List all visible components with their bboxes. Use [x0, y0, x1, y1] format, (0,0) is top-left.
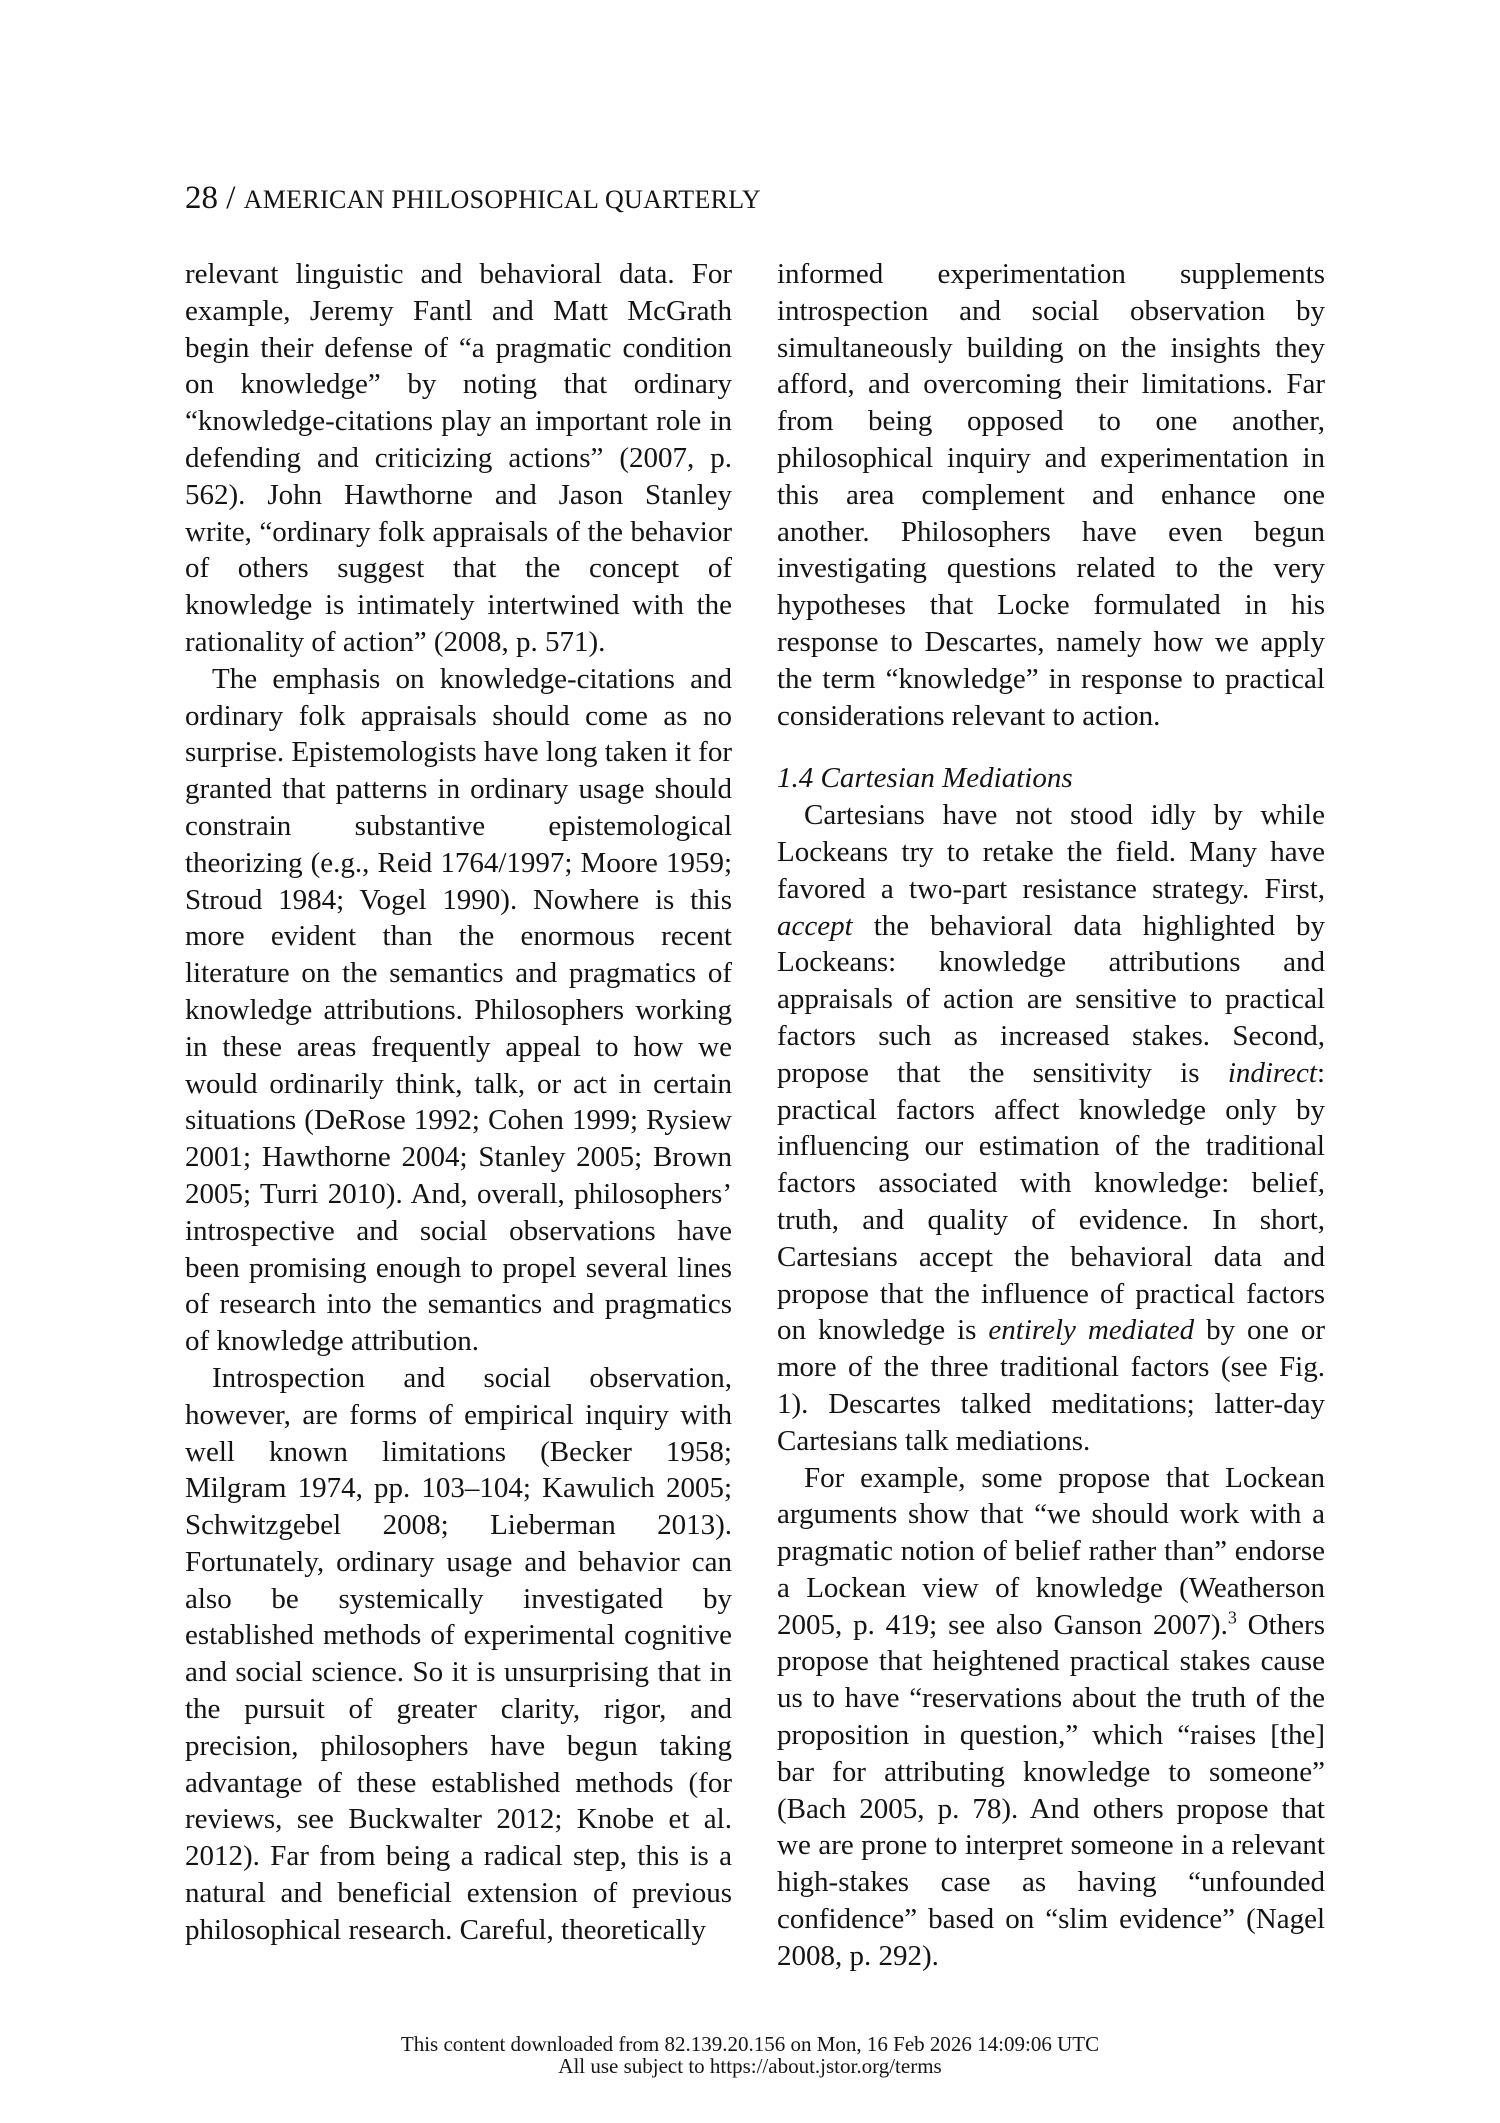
- left-column: [185, 256, 732, 1949]
- running-head: [185, 178, 761, 220]
- emphasis-entirely-mediated: entirely mediated: [988, 1314, 1195, 1347]
- emphasis-accept: accept: [777, 909, 853, 942]
- text-segment: by one or more of the three traditional factors (see Fig. 1). Descartes talked meditations; latter-day Cartesians talk mediations.: [777, 1314, 1326, 1457]
- paragraph-introspection: Introspection and social observation, however, are forms of empirical inquiry with well known limitations (Becker 1958; Milgram 1974, pp. 103–104; Kawulich 2005; Schwitzgebel 2008; Lieberman 2013). Fortunately, ordinary usage and behavior can also be systemically investigated by established methods of experimental cognitive and social science. So it is unsurprising that in the pursuit of greater clarity, rigor, and precision, philosophers have begun taking advantage of these established methods (for reviews, see Buckwalter 2012; Knobe et al. 2012). Far from being a radical step, this is a natural and beneficial extension of previous philosophical research. Careful, theoretically: [185, 1361, 732, 1946]
- paragraph-knowledge-citations: The emphasis on knowledge-citations and ordinary folk appraisals should come as no surprise. Epistemologists have long taken it for granted that patterns in ordinary usage should constrain substantive epistemological theorizing (e.g., Reid 1764/1997; Moore 1959; Stroud 1984; Vogel 1990). Nowhere is this more evident than the enormous recent literature on the semantics and pragmatics of knowledge attributions. Philosophers working in these areas frequently appeal to how we would ordinarily think, talk, or act in certain situations (DeRose 1992; Cohen 1999; Rysiew 2001; Hawthorne 2004; Stanley 2005; Brown 2005; Turri 2010). And, overall, philosophers’ introspective and social observations have been promising enough to propel several lines of research into the semantics and pragmatics of knowledge attribution.: [185, 662, 732, 1358]
- paragraph-cartesian-strategy: [777, 797, 1325, 1459]
- emphasis-indirect: indirect: [1227, 1056, 1317, 1089]
- terms-notice-line[interactable]: All use subject to https://about.jstor.org/terms: [558, 2054, 942, 2078]
- text-segment: : practical factors affect knowledge only by influencing our estimation of the traditional factors associated with knowledge: belief, truth, and quality of evidence. In short, Cartesians accept the behavioral data and propose that the influence of practical factors on knowledge is: [777, 1056, 1325, 1347]
- paragraph-examples: [777, 1460, 1325, 1975]
- download-notice-line: This content downloaded from 82.139.20.156 on Mon, 16 Feb 2026 14:09:06 UTC: [400, 2032, 1100, 2056]
- paragraph-experimentation: informed experimentation supplements introspection and social observation by simultaneously building on the insights they afford, and overcoming their limitations. Far from being opposed to one another, philosophical inquiry and experimentation in this area complement and enhance one another. Philosophers have even begun investigating questions related to the very hypotheses that Locke formulated in his response to Descartes, namely how we apply the term “knowledge” in response to practical considerations relevant to action.: [777, 258, 1325, 732]
- text-segment: Cartesians have not stood idly by while Lockeans try to retake the field. Many have favored a two-part resistance strategy. First,: [777, 799, 1325, 905]
- text-segment: For example, some propose that Lockean arguments show that “we should work with a pragmatic notion of belief rather than” endorse a Lockean view of knowledge (Weatherson 2005, p. 419; see also Ganson 2007).: [777, 1461, 1325, 1641]
- text-segment: Others propose that heightened practical stakes cause us to have “reservations about the truth of the proposition in question,” which “raises [the] bar for attributing knowledge to someone” (Bach 2005, p. 78). And others propose that we are prone to interpret someone in a relevant high-stakes case as having “unfounded confidence” based on “slim evidence” (Nagel 2008, p. 292).: [777, 1608, 1325, 1972]
- running-head-separator: /: [226, 180, 236, 216]
- footnote-marker[interactable]: 3: [1227, 1607, 1237, 1628]
- page-number: 28: [185, 180, 218, 216]
- section-heading: 1.4 Cartesian Mediations: [777, 762, 1073, 795]
- text-segment: the behavioral data highlighted by Lockeans: knowledge attributions and appraisals of action are sensitive to practical factors such as increased stakes. Second, propose that the sensitivity is: [777, 909, 1325, 1089]
- journal-title: AMERICAN PHILOSOPHICAL QUARTERLY: [243, 185, 761, 214]
- right-column: [777, 256, 1325, 1975]
- download-notice: [0, 2033, 1500, 2077]
- paragraph-continued: relevant linguistic and behavioral data. For example, Jeremy Fantl and Matt McGrath begin their defense of “a pragmatic condition on knowledge” by noting that ordinary “knowledge-citations play an important role in defending and criticizing actions” (2007, p. 562). John Hawthorne and Jason Stanley write, “ordinary folk appraisals of the behavior of others suggest that the concept of knowledge is intimately intertwined with the rationality of action” (2008, p. 571).: [185, 258, 732, 658]
